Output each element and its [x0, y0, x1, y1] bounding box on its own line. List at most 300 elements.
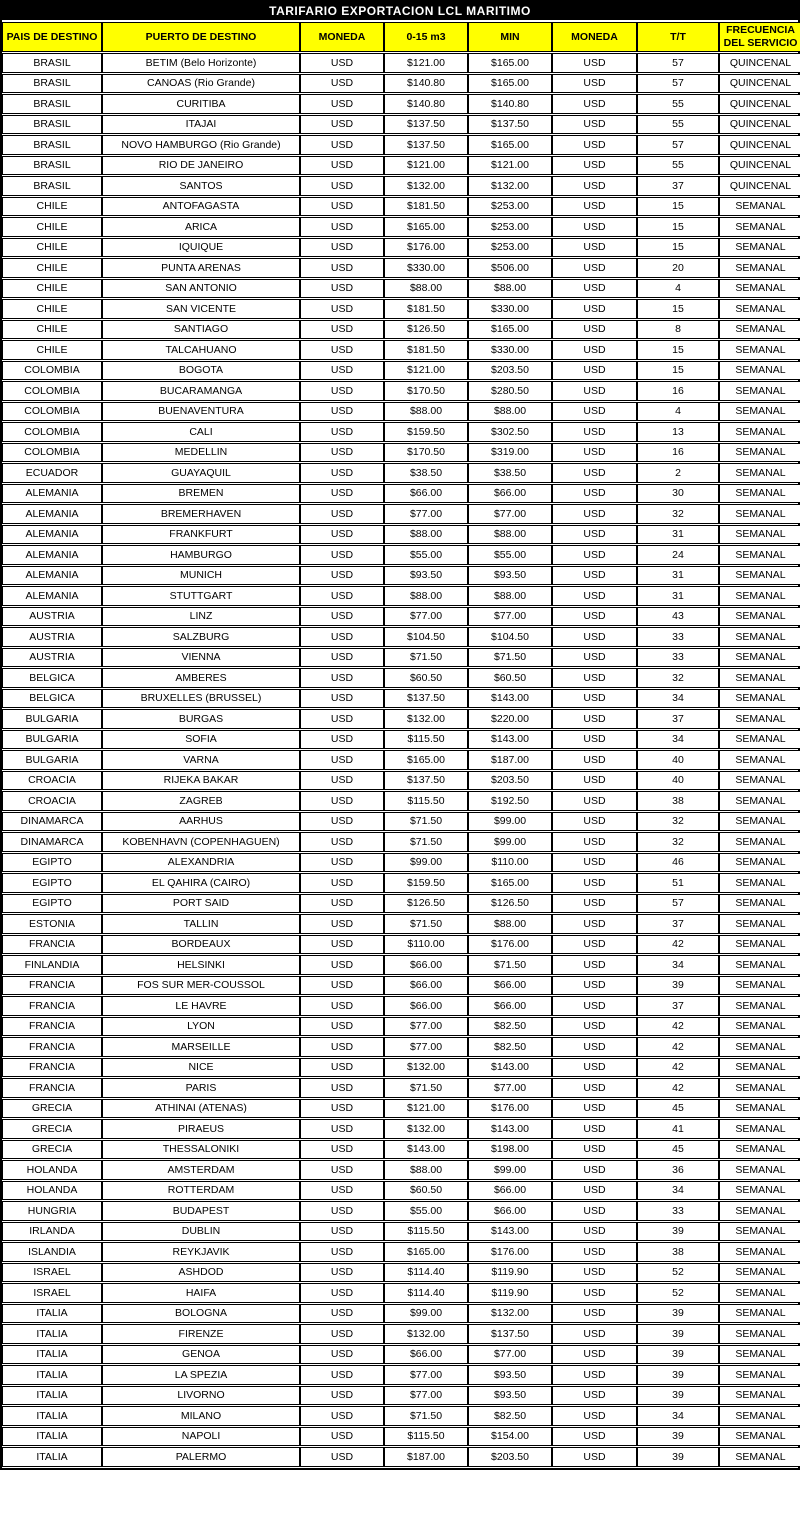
cell-min: $93.50	[468, 1365, 552, 1385]
column-header-frecuencia: FRECUENCIA DEL SERVICIO	[719, 22, 800, 52]
cell-pais: GRECIA	[2, 1119, 102, 1139]
table-row	[2, 1324, 800, 1344]
cell-tt: 57	[637, 74, 719, 94]
table-row	[2, 381, 800, 401]
cell-moneda: USD	[300, 156, 384, 176]
column-header-tt: T/T	[637, 22, 719, 52]
cell-moneda-min: USD	[552, 484, 637, 504]
cell-rate-0-15-m3: $165.00	[384, 217, 468, 237]
cell-rate-0-15-m3: $71.50	[384, 1406, 468, 1426]
cell-pais: BRASIL	[2, 53, 102, 73]
column-header-min: MIN	[468, 22, 552, 52]
cell-tt: 41	[637, 1119, 719, 1139]
cell-moneda-min: USD	[552, 504, 637, 524]
cell-frecuencia: SEMANAL	[719, 1263, 800, 1283]
table-row	[2, 791, 800, 811]
cell-rate-0-15-m3: $88.00	[384, 586, 468, 606]
cell-tt: 51	[637, 873, 719, 893]
cell-moneda: USD	[300, 443, 384, 463]
cell-moneda: USD	[300, 791, 384, 811]
cell-tt: 39	[637, 1324, 719, 1344]
cell-moneda-min: USD	[552, 1447, 637, 1467]
cell-puerto: GENOA	[102, 1345, 300, 1365]
cell-rate-0-15-m3: $121.00	[384, 156, 468, 176]
page-title: TARIFARIO EXPORTACION LCL MARITIMO	[2, 2, 798, 20]
table-row	[2, 1447, 800, 1467]
table-row	[2, 463, 800, 483]
cell-moneda: USD	[300, 812, 384, 832]
cell-min: $88.00	[468, 914, 552, 934]
table-row	[2, 238, 800, 258]
cell-moneda-min: USD	[552, 750, 637, 770]
cell-moneda-min: USD	[552, 1140, 637, 1160]
cell-tt: 31	[637, 566, 719, 586]
cell-moneda: USD	[300, 463, 384, 483]
cell-tt: 32	[637, 812, 719, 832]
cell-moneda-min: USD	[552, 894, 637, 914]
cell-tt: 16	[637, 381, 719, 401]
cell-tt: 46	[637, 853, 719, 873]
cell-tt: 20	[637, 258, 719, 278]
table-row	[2, 1406, 800, 1426]
cell-moneda: USD	[300, 402, 384, 422]
cell-min: $176.00	[468, 935, 552, 955]
cell-pais: ITALIA	[2, 1447, 102, 1467]
cell-frecuencia: SEMANAL	[719, 812, 800, 832]
cell-moneda: USD	[300, 1447, 384, 1467]
cell-moneda-min: USD	[552, 1099, 637, 1119]
cell-puerto: BUENAVENTURA	[102, 402, 300, 422]
cell-frecuencia: SEMANAL	[719, 238, 800, 258]
cell-min: $143.00	[468, 1119, 552, 1139]
cell-rate-0-15-m3: $71.50	[384, 1078, 468, 1098]
cell-frecuencia: SEMANAL	[719, 340, 800, 360]
table-row	[2, 504, 800, 524]
cell-tt: 38	[637, 1242, 719, 1262]
cell-moneda: USD	[300, 955, 384, 975]
cell-moneda-min: USD	[552, 402, 637, 422]
cell-puerto: MILANO	[102, 1406, 300, 1426]
table-row	[2, 689, 800, 709]
cell-min: $82.50	[468, 1037, 552, 1057]
cell-min: $88.00	[468, 586, 552, 606]
cell-pais: COLOMBIA	[2, 443, 102, 463]
cell-frecuencia: SEMANAL	[719, 935, 800, 955]
cell-frecuencia: SEMANAL	[719, 1058, 800, 1078]
cell-puerto: FOS SUR MER-COUSSOL	[102, 976, 300, 996]
cell-pais: FRANCIA	[2, 1058, 102, 1078]
cell-moneda-min: USD	[552, 976, 637, 996]
cell-puerto: AARHUS	[102, 812, 300, 832]
cell-min: $253.00	[468, 238, 552, 258]
cell-moneda: USD	[300, 340, 384, 360]
cell-tt: 40	[637, 750, 719, 770]
cell-rate-0-15-m3: $165.00	[384, 750, 468, 770]
cell-pais: HOLANDA	[2, 1181, 102, 1201]
cell-rate-0-15-m3: $330.00	[384, 258, 468, 278]
cell-frecuencia: SEMANAL	[719, 750, 800, 770]
cell-min: $93.50	[468, 1386, 552, 1406]
cell-moneda: USD	[300, 1406, 384, 1426]
cell-min: $132.00	[468, 1304, 552, 1324]
cell-puerto: BREMERHAVEN	[102, 504, 300, 524]
cell-moneda: USD	[300, 1283, 384, 1303]
cell-rate-0-15-m3: $170.50	[384, 443, 468, 463]
cell-min: $55.00	[468, 545, 552, 565]
cell-rate-0-15-m3: $99.00	[384, 1304, 468, 1324]
cell-rate-0-15-m3: $77.00	[384, 504, 468, 524]
cell-puerto: HAMBURGO	[102, 545, 300, 565]
table-row	[2, 955, 800, 975]
cell-min: $143.00	[468, 730, 552, 750]
table-row	[2, 1099, 800, 1119]
cell-frecuencia: SEMANAL	[719, 484, 800, 504]
cell-pais: FRANCIA	[2, 1078, 102, 1098]
cell-puerto: SANTIAGO	[102, 320, 300, 340]
table-row	[2, 340, 800, 360]
cell-moneda: USD	[300, 853, 384, 873]
cell-moneda-min: USD	[552, 668, 637, 688]
cell-pais: IRLANDA	[2, 1222, 102, 1242]
cell-min: $66.00	[468, 976, 552, 996]
cell-frecuencia: SEMANAL	[719, 402, 800, 422]
cell-moneda-min: USD	[552, 955, 637, 975]
cell-pais: ALEMANIA	[2, 545, 102, 565]
cell-frecuencia: SEMANAL	[719, 1283, 800, 1303]
cell-moneda: USD	[300, 422, 384, 442]
cell-pais: EGIPTO	[2, 894, 102, 914]
cell-moneda: USD	[300, 668, 384, 688]
cell-rate-0-15-m3: $77.00	[384, 1017, 468, 1037]
cell-min: $143.00	[468, 689, 552, 709]
cell-rate-0-15-m3: $66.00	[384, 484, 468, 504]
cell-pais: CHILE	[2, 299, 102, 319]
table-row	[2, 1181, 800, 1201]
cell-min: $192.50	[468, 791, 552, 811]
cell-frecuencia: SEMANAL	[719, 1119, 800, 1139]
cell-min: $203.50	[468, 361, 552, 381]
cell-pais: BELGICA	[2, 668, 102, 688]
cell-rate-0-15-m3: $132.00	[384, 1119, 468, 1139]
cell-puerto: PIRAEUS	[102, 1119, 300, 1139]
cell-min: $165.00	[468, 74, 552, 94]
cell-moneda: USD	[300, 1386, 384, 1406]
cell-min: $137.50	[468, 1324, 552, 1344]
cell-puerto: SALZBURG	[102, 627, 300, 647]
cell-puerto: LYON	[102, 1017, 300, 1037]
cell-tt: 37	[637, 914, 719, 934]
cell-moneda-min: USD	[552, 94, 637, 114]
cell-rate-0-15-m3: $137.50	[384, 689, 468, 709]
cell-moneda-min: USD	[552, 812, 637, 832]
cell-min: $88.00	[468, 525, 552, 545]
column-header-moneda: MONEDA	[300, 22, 384, 52]
cell-tt: 42	[637, 1078, 719, 1098]
cell-moneda-min: USD	[552, 279, 637, 299]
table-row	[2, 53, 800, 73]
cell-puerto: STUTTGART	[102, 586, 300, 606]
cell-moneda: USD	[300, 1222, 384, 1242]
cell-pais: AUSTRIA	[2, 648, 102, 668]
cell-moneda-min: USD	[552, 1181, 637, 1201]
table-row	[2, 750, 800, 770]
cell-moneda: USD	[300, 197, 384, 217]
cell-min: $132.00	[468, 176, 552, 196]
cell-moneda-min: USD	[552, 422, 637, 442]
cell-pais: CHILE	[2, 197, 102, 217]
cell-frecuencia: SEMANAL	[719, 914, 800, 934]
cell-moneda-min: USD	[552, 648, 637, 668]
cell-frecuencia: QUINCENAL	[719, 94, 800, 114]
cell-pais: AUSTRIA	[2, 607, 102, 627]
cell-frecuencia: SEMANAL	[719, 258, 800, 278]
table-row	[2, 1386, 800, 1406]
cell-pais: ITALIA	[2, 1406, 102, 1426]
cell-puerto: REYKJAVIK	[102, 1242, 300, 1262]
cell-moneda-min: USD	[552, 1263, 637, 1283]
cell-moneda: USD	[300, 279, 384, 299]
cell-pais: BRASIL	[2, 156, 102, 176]
cell-pais: BRASIL	[2, 115, 102, 135]
cell-tt: 15	[637, 197, 719, 217]
cell-moneda: USD	[300, 504, 384, 524]
cell-puerto: KOBENHAVN (COPENHAGUEN)	[102, 832, 300, 852]
table-row	[2, 1037, 800, 1057]
cell-pais: FRANCIA	[2, 935, 102, 955]
cell-puerto: PORT SAID	[102, 894, 300, 914]
cell-min: $165.00	[468, 135, 552, 155]
cell-frecuencia: SEMANAL	[719, 1037, 800, 1057]
cell-frecuencia: SEMANAL	[719, 545, 800, 565]
cell-puerto: BUCARAMANGA	[102, 381, 300, 401]
cell-puerto: ZAGREB	[102, 791, 300, 811]
cell-frecuencia: SEMANAL	[719, 1181, 800, 1201]
cell-frecuencia: SEMANAL	[719, 791, 800, 811]
cell-rate-0-15-m3: $55.00	[384, 545, 468, 565]
cell-puerto: BRUXELLES (BRUSSEL)	[102, 689, 300, 709]
cell-pais: COLOMBIA	[2, 402, 102, 422]
cell-moneda-min: USD	[552, 115, 637, 135]
column-header-rate-0-15-m3: 0-15 m3	[384, 22, 468, 52]
cell-min: $110.00	[468, 853, 552, 873]
cell-moneda: USD	[300, 627, 384, 647]
cell-tt: 39	[637, 1304, 719, 1324]
cell-rate-0-15-m3: $126.50	[384, 320, 468, 340]
table-row	[2, 607, 800, 627]
cell-moneda-min: USD	[552, 1119, 637, 1139]
cell-rate-0-15-m3: $55.00	[384, 1201, 468, 1221]
cell-pais: HUNGRIA	[2, 1201, 102, 1221]
cell-pais: CHILE	[2, 340, 102, 360]
table-row	[2, 545, 800, 565]
cell-puerto: TALLIN	[102, 914, 300, 934]
cell-frecuencia: SEMANAL	[719, 955, 800, 975]
cell-puerto: NICE	[102, 1058, 300, 1078]
cell-frecuencia: SEMANAL	[719, 607, 800, 627]
cell-tt: 34	[637, 689, 719, 709]
table-row	[2, 771, 800, 791]
table-row	[2, 1160, 800, 1180]
table-row	[2, 176, 800, 196]
cell-frecuencia: SEMANAL	[719, 730, 800, 750]
cell-pais: BRASIL	[2, 176, 102, 196]
cell-tt: 45	[637, 1140, 719, 1160]
cell-tt: 24	[637, 545, 719, 565]
cell-moneda: USD	[300, 74, 384, 94]
cell-pais: ITALIA	[2, 1386, 102, 1406]
cell-pais: GRECIA	[2, 1140, 102, 1160]
cell-rate-0-15-m3: $114.40	[384, 1263, 468, 1283]
cell-min: $77.00	[468, 504, 552, 524]
cell-moneda-min: USD	[552, 197, 637, 217]
cell-rate-0-15-m3: $77.00	[384, 1365, 468, 1385]
cell-frecuencia: SEMANAL	[719, 873, 800, 893]
table-body	[2, 53, 800, 1467]
table-row	[2, 443, 800, 463]
table-header	[2, 22, 800, 52]
cell-puerto: HELSINKI	[102, 955, 300, 975]
cell-frecuencia: SEMANAL	[719, 832, 800, 852]
cell-frecuencia: SEMANAL	[719, 894, 800, 914]
cell-min: $253.00	[468, 197, 552, 217]
cell-puerto: ANTOFAGASTA	[102, 197, 300, 217]
cell-tt: 34	[637, 955, 719, 975]
cell-pais: COLOMBIA	[2, 361, 102, 381]
cell-min: $302.50	[468, 422, 552, 442]
cell-moneda: USD	[300, 832, 384, 852]
cell-moneda: USD	[300, 545, 384, 565]
cell-moneda: USD	[300, 381, 384, 401]
column-header-moneda-min: MONEDA	[552, 22, 637, 52]
cell-rate-0-15-m3: $121.00	[384, 361, 468, 381]
cell-rate-0-15-m3: $115.50	[384, 791, 468, 811]
cell-rate-0-15-m3: $71.50	[384, 648, 468, 668]
cell-rate-0-15-m3: $88.00	[384, 402, 468, 422]
cell-min: $119.90	[468, 1283, 552, 1303]
cell-min: $82.50	[468, 1406, 552, 1426]
cell-frecuencia: SEMANAL	[719, 299, 800, 319]
cell-pais: ALEMANIA	[2, 566, 102, 586]
cell-moneda-min: USD	[552, 689, 637, 709]
cell-moneda-min: USD	[552, 135, 637, 155]
cell-moneda-min: USD	[552, 627, 637, 647]
cell-moneda-min: USD	[552, 1242, 637, 1262]
cell-moneda: USD	[300, 1140, 384, 1160]
table-row	[2, 1058, 800, 1078]
cell-moneda-min: USD	[552, 320, 637, 340]
cell-rate-0-15-m3: $121.00	[384, 53, 468, 73]
cell-tt: 4	[637, 402, 719, 422]
cell-puerto: ASHDOD	[102, 1263, 300, 1283]
cell-frecuencia: SEMANAL	[719, 566, 800, 586]
cell-moneda: USD	[300, 299, 384, 319]
cell-puerto: TALCAHUANO	[102, 340, 300, 360]
cell-moneda-min: USD	[552, 853, 637, 873]
cell-frecuencia: SEMANAL	[719, 627, 800, 647]
cell-tt: 55	[637, 115, 719, 135]
cell-moneda-min: USD	[552, 463, 637, 483]
cell-pais: BULGARIA	[2, 730, 102, 750]
cell-moneda: USD	[300, 115, 384, 135]
cell-pais: CHILE	[2, 258, 102, 278]
cell-rate-0-15-m3: $132.00	[384, 709, 468, 729]
cell-tt: 42	[637, 1037, 719, 1057]
cell-frecuencia: SEMANAL	[719, 443, 800, 463]
cell-min: $77.00	[468, 607, 552, 627]
table-row	[2, 156, 800, 176]
cell-pais: ITALIA	[2, 1427, 102, 1447]
cell-min: $126.50	[468, 894, 552, 914]
cell-rate-0-15-m3: $99.00	[384, 853, 468, 873]
cell-rate-0-15-m3: $140.80	[384, 94, 468, 114]
cell-moneda: USD	[300, 361, 384, 381]
cell-min: $143.00	[468, 1222, 552, 1242]
cell-moneda-min: USD	[552, 1406, 637, 1426]
cell-min: $104.50	[468, 627, 552, 647]
cell-tt: 15	[637, 217, 719, 237]
cell-puerto: LINZ	[102, 607, 300, 627]
cell-moneda: USD	[300, 607, 384, 627]
cell-moneda: USD	[300, 1263, 384, 1283]
cell-min: $60.50	[468, 668, 552, 688]
cell-puerto: BORDEAUX	[102, 935, 300, 955]
cell-moneda: USD	[300, 1324, 384, 1344]
cell-min: $66.00	[468, 1181, 552, 1201]
cell-frecuencia: QUINCENAL	[719, 53, 800, 73]
cell-moneda-min: USD	[552, 1160, 637, 1180]
cell-frecuencia: SEMANAL	[719, 1447, 800, 1467]
cell-moneda-min: USD	[552, 1283, 637, 1303]
cell-min: $253.00	[468, 217, 552, 237]
cell-moneda-min: USD	[552, 545, 637, 565]
cell-moneda: USD	[300, 176, 384, 196]
cell-frecuencia: SEMANAL	[719, 689, 800, 709]
table-row	[2, 1263, 800, 1283]
cell-min: $88.00	[468, 279, 552, 299]
cell-rate-0-15-m3: $181.50	[384, 197, 468, 217]
cell-moneda-min: USD	[552, 381, 637, 401]
cell-rate-0-15-m3: $132.00	[384, 1058, 468, 1078]
table-row	[2, 402, 800, 422]
cell-moneda: USD	[300, 648, 384, 668]
cell-moneda-min: USD	[552, 709, 637, 729]
cell-frecuencia: SEMANAL	[719, 381, 800, 401]
cell-tt: 39	[637, 1386, 719, 1406]
cell-puerto: AMBERES	[102, 668, 300, 688]
cell-frecuencia: QUINCENAL	[719, 115, 800, 135]
cell-pais: ESTONIA	[2, 914, 102, 934]
cell-moneda-min: USD	[552, 1365, 637, 1385]
cell-moneda: USD	[300, 1160, 384, 1180]
cell-moneda: USD	[300, 976, 384, 996]
cell-tt: 34	[637, 730, 719, 750]
cell-pais: ISRAEL	[2, 1263, 102, 1283]
table-row	[2, 668, 800, 688]
cell-tt: 52	[637, 1283, 719, 1303]
cell-min: $77.00	[468, 1345, 552, 1365]
table-row	[2, 853, 800, 873]
cell-frecuencia: SEMANAL	[719, 504, 800, 524]
tariff-table	[2, 21, 800, 1468]
cell-tt: 40	[637, 771, 719, 791]
cell-frecuencia: SEMANAL	[719, 1345, 800, 1365]
cell-min: $88.00	[468, 402, 552, 422]
cell-moneda-min: USD	[552, 730, 637, 750]
cell-tt: 31	[637, 525, 719, 545]
cell-puerto: VIENNA	[102, 648, 300, 668]
cell-moneda-min: USD	[552, 176, 637, 196]
table-row	[2, 586, 800, 606]
